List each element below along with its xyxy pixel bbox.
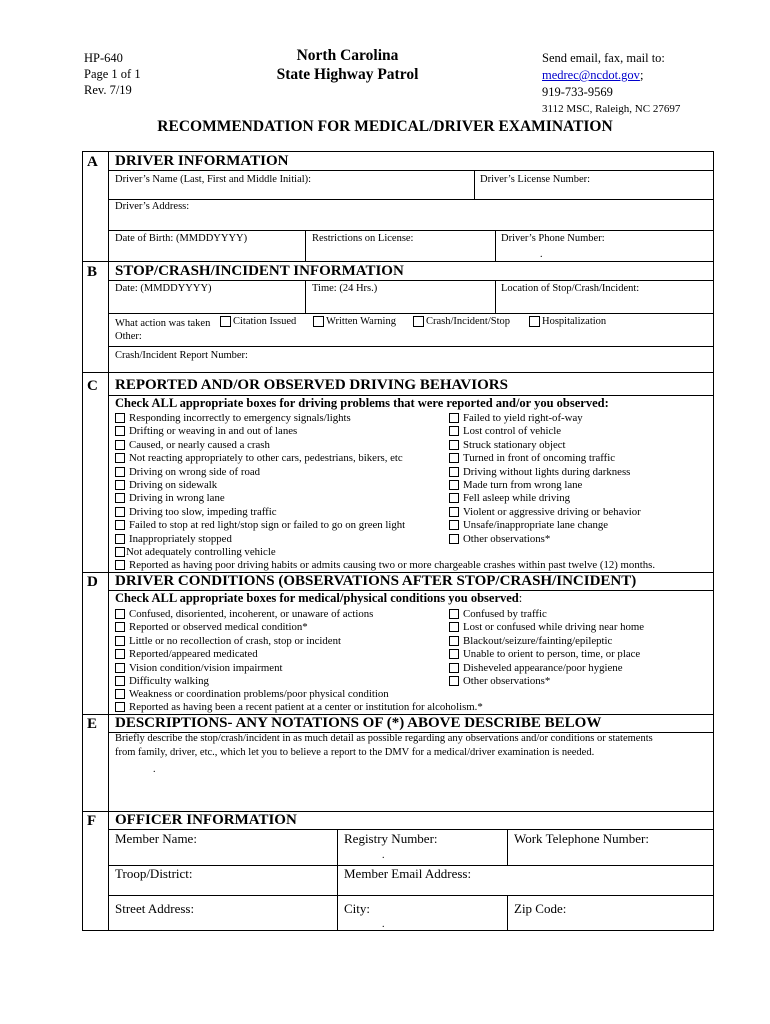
behavior-right-3[interactable]: Struck stationary object [449, 439, 566, 451]
behavior-right-1[interactable]: Failed to yield right-of-way [449, 412, 583, 424]
section-d-letter: D [87, 574, 98, 590]
section-f-letter: F [87, 813, 97, 829]
checkbox[interactable] [115, 507, 125, 517]
section-f-title: OFFICER INFORMATION [115, 812, 297, 828]
stop-time-field[interactable]: Time: (24 Hrs.) [312, 283, 378, 294]
revision: Rev. 7/19 [84, 83, 132, 97]
condition-left-6[interactable]: Difficulty walking [115, 675, 209, 687]
behavior-left-7[interactable]: Driving in wrong lane [115, 492, 225, 504]
checkbox[interactable] [115, 622, 125, 632]
section-b-title: STOP/CRASH/INCIDENT INFORMATION [115, 263, 404, 279]
checkbox[interactable] [115, 413, 125, 423]
condition-right-2[interactable]: Lost or confused while driving near home [449, 621, 644, 633]
street-address-field[interactable]: Street Address: [115, 901, 195, 916]
section-e-title: DESCRIPTIONS- ANY NOTATIONS OF (*) ABOVE DESCRIBE BELOW [115, 715, 602, 731]
behavior-right-5[interactable]: Driving without lights during darkness [449, 466, 630, 478]
form-body: A DRIVER INFORMATION Driver’s Name (Last, First and Middle Initial): Driver’s License Number: Driver’s Address: Date of Birth: (MMDDYYYY) Restrictions on License: Driver’s Phone Number: . B STOP/CRASH/INCIDENT INFORMATION Date: (MMDDYYYY) Time: (24 Hrs.) Location of Stop/Crash/Incident: What action was taken Citation Issued Written Warning Crash/Incident/Stop Hospitalization Other: Crash/Incident Report Number: C REPORTED AND/OR OBSERVED DRIVING BEHAVIORS Check ALL appropriate boxes for driving problems that were reported and/or you observed: Responding incorrectly to emergency signals/lights Drifting or weaving in and out of lanes Caused, or nearly caused a crash Not reacting appropriately to other cars, pedestrians, bikers, etc Driving on wrong side of road Driving on sidewalk Driving in wrong lane Driving too slow, impeding traffic Failed to stop at red light/stop sign or failed to go on green light Inappropriately stopped Failed to yield right-of-way Lost control of vehicle Struck stationary object Turned in front of oncoming traffic Driving without lights during darkness Made turn from wrong lane Fell asleep while driving Violent or aggressive driving or behavior Unsafe/inappropriate lane change Other observations* Not adequately controlling vehicle Reported as having poor driving habits or admits causing two or more chargeable crashes within past twelve (12) months. D DRIVER CONDITIONS (OBSERVATIONS AFTER STOP/CRASH/INCIDENT) Check ALL appropriate boxes for medical/physical conditions you observed: Confused, disoriented, incoherent, or unaware of actions Reported or observed medical condition* Little or no recollection of crash, stop or incident Reported/appeared medicated Vision condition/vision impairment Difficulty walking Confused by traffic Lost or confused while driving near home Blackout/seizure/fainting/epileptic Unable to orient to person, time, or place Disheveled appearance/poor hygiene Other observations* Weakness or coordination problems/poor physical condition Reported as having been a recent patient at a center or institution for alcoholism.* E DESCRIPTIONS- ANY NOTATIONS OF (*) ABOVE DESCRIBE BELOW Briefly describe the stop/crash/incident in as much detail as possible regarding any observations and/or conditions or statements from family, driver, etc., which let you to believe a report to the DMV for a medical/driver examination is needed. . F OFFICER INFORMATION Member Name: Registry Number: . Work Telephone Number: Troop/District: Member Email Address: Street Address: City: . Zip Code: [82, 151, 714, 931]
city-field[interactable]: City: [344, 901, 371, 916]
behavior-left-10[interactable]: Inappropriately stopped [115, 533, 232, 545]
condition-right-5[interactable]: Disheveled appearance/poor hygiene [449, 662, 622, 674]
action-hospitalization[interactable]: Hospitalization [529, 316, 606, 327]
condition-left-5[interactable]: Vision condition/vision impairment [115, 662, 283, 674]
condition-right-1[interactable]: Confused by traffic [449, 608, 547, 620]
checkbox[interactable] [115, 480, 125, 490]
checkbox[interactable] [449, 467, 459, 477]
behavior-left-2[interactable]: Drifting or weaving in and out of lanes [115, 425, 297, 437]
section-d-instruction: Check ALL appropriate boxes for medical/physical conditions you observed: [115, 591, 523, 605]
condition-left-3[interactable]: Little or no recollection of crash, stop or incident [115, 635, 341, 647]
behavior-right-7[interactable]: Fell asleep while driving [449, 492, 570, 504]
checkbox[interactable] [449, 676, 459, 686]
checkbox[interactable] [529, 316, 540, 327]
behavior-right-4[interactable]: Turned in front of oncoming traffic [449, 452, 615, 464]
driver-address-field[interactable]: Driver’s Address: [115, 201, 190, 212]
dob-field[interactable]: Date of Birth: (MMDDYYYY) [115, 233, 248, 244]
condition-right-3[interactable]: Blackout/seizure/fainting/epileptic [449, 635, 612, 647]
behavior-right-8[interactable]: Violent or aggressive driving or behavior [449, 506, 641, 518]
mail-address: 3112 MSC, Raleigh, NC 27697 [542, 103, 681, 115]
troop-district-field[interactable]: Troop/District: [115, 866, 193, 881]
checkbox[interactable] [220, 316, 231, 327]
checkbox[interactable] [449, 453, 459, 463]
checkbox[interactable] [449, 622, 459, 632]
checkbox[interactable] [115, 560, 125, 570]
section-c-title: REPORTED AND/OR OBSERVED DRIVING BEHAVIORS [115, 377, 508, 393]
description-instruction-2: from family, driver, etc., which let you to believe a report to the DMV for a medical/driver examination is needed. [115, 747, 595, 758]
form-identifier [84, 50, 141, 98]
checkbox[interactable] [449, 493, 459, 503]
action-crash-stop[interactable]: Crash/Incident/Stop [413, 316, 510, 327]
condition-left-1[interactable]: Confused, disoriented, incoherent, or unaware of actions [115, 608, 373, 620]
registry-number-field[interactable]: Registry Number: [344, 831, 438, 846]
condition-right-6[interactable]: Other observations* [449, 675, 550, 687]
member-email-field[interactable]: Member Email Address: [344, 866, 472, 881]
checkbox[interactable] [449, 426, 459, 436]
checkbox[interactable] [115, 426, 125, 436]
page-number: Page 1 of 1 [84, 67, 141, 81]
checkbox[interactable] [115, 493, 125, 503]
checkbox[interactable] [115, 547, 125, 557]
work-phone-field[interactable]: Work Telephone Number: [514, 831, 649, 846]
section-a-letter: A [87, 154, 98, 170]
driver-name-field[interactable]: Driver’s Name (Last, First and Middle Initial): [115, 174, 312, 185]
contact-info [542, 50, 680, 118]
behavior-right-10[interactable]: Other observations* [449, 533, 550, 545]
member-name-field[interactable]: Member Name: [115, 831, 197, 846]
checkbox[interactable] [115, 453, 125, 463]
org-line2: State Highway Patrol [276, 66, 419, 83]
condition-alcoholism[interactable]: Reported as having been a recent patient at a center or institution for alcoholism.* [115, 701, 483, 713]
checkbox[interactable] [449, 507, 459, 517]
org-line1: North Carolina [296, 47, 399, 64]
checkbox[interactable] [115, 534, 125, 544]
section-c-letter: C [87, 378, 98, 394]
section-e-letter: E [87, 716, 98, 732]
behavior-left-9[interactable]: Failed to stop at red light/stop sign or failed to go on green light [115, 519, 405, 531]
behavior-right-2[interactable]: Lost control of vehicle [449, 425, 561, 437]
checkbox[interactable] [449, 520, 459, 530]
condition-right-4[interactable]: Unable to orient to person, time, or place [449, 648, 640, 660]
form-number: HP-640 [84, 51, 123, 65]
checkbox[interactable] [115, 689, 125, 699]
section-d-title: DRIVER CONDITIONS (OBSERVATIONS AFTER STOP/CRASH/INCIDENT) [115, 573, 637, 589]
condition-left-2[interactable]: Reported or observed medical condition* [115, 621, 308, 633]
behavior-left-3[interactable]: Caused, or nearly caused a crash [115, 439, 270, 451]
behavior-left-1[interactable]: Responding incorrectly to emergency signals/lights [115, 412, 351, 424]
behavior-left-6[interactable]: Driving on sidewalk [115, 479, 217, 491]
checkbox[interactable] [115, 636, 125, 646]
checkbox[interactable] [449, 413, 459, 423]
section-b-letter: B [87, 264, 98, 280]
action-other-field[interactable]: Other: [115, 331, 142, 342]
report-number-field[interactable]: Crash/Incident Report Number: [115, 350, 248, 361]
restrictions-field[interactable]: Restrictions on License: [312, 233, 414, 244]
checkbox[interactable] [449, 649, 459, 659]
checkbox[interactable] [115, 609, 125, 619]
organization [250, 46, 445, 84]
stop-date-field[interactable]: Date: (MMDDYYYY) [115, 283, 212, 294]
checkbox[interactable] [449, 609, 459, 619]
behavior-right-9[interactable]: Unsafe/inappropriate lane change [449, 519, 608, 531]
description-instruction-1: Briefly describe the stop/crash/incident in as much detail as possible regarding any observations and/or conditions or statements [115, 733, 653, 744]
email-suffix: ; [639, 68, 644, 82]
stop-location-field[interactable]: Location of Stop/Crash/Incident: [501, 283, 640, 294]
zip-code-field[interactable]: Zip Code: [514, 901, 567, 916]
section-a-title: DRIVER INFORMATION [115, 153, 289, 169]
behavior-poor-habits[interactable]: Reported as having poor driving habits or admits causing two or more chargeable crashes within past twelve (12) months. [115, 559, 655, 571]
document-title: RECOMMENDATION FOR MEDICAL/DRIVER EXAMINATION [157, 118, 613, 135]
driver-phone-field[interactable]: Driver’s Phone Number: [501, 233, 605, 244]
checkbox[interactable] [449, 480, 459, 490]
action-warning[interactable]: Written Warning [313, 316, 396, 327]
behavior-left-4[interactable]: Not reacting appropriately to other cars, pedestrians, bikers, etc [115, 452, 403, 464]
condition-left-4[interactable]: Reported/appeared medicated [115, 648, 258, 660]
checkbox[interactable] [449, 440, 459, 450]
checkbox[interactable] [115, 467, 125, 477]
checkbox[interactable] [115, 649, 125, 659]
behavior-left-5[interactable]: Driving on wrong side of road [115, 466, 260, 478]
fax-number: 919-733-9569 [542, 85, 613, 99]
checkbox[interactable] [115, 663, 125, 673]
description-textarea[interactable] [115, 764, 705, 808]
checkbox[interactable] [115, 676, 125, 686]
condition-weakness[interactable]: Weakness or coordination problems/poor physical condition [115, 688, 389, 700]
checkbox[interactable] [115, 440, 125, 450]
behavior-right-6[interactable]: Made turn from wrong lane [449, 479, 582, 491]
checkbox[interactable] [449, 636, 459, 646]
checkbox[interactable] [413, 316, 424, 327]
checkbox[interactable] [449, 534, 459, 544]
behavior-not-controlling[interactable]: Not adequately controlling vehicle [115, 546, 276, 558]
checkbox[interactable] [115, 702, 125, 712]
action-taken-label: What action was taken [115, 318, 211, 329]
section-c-instruction: Check ALL appropriate boxes for driving problems that were reported and/or you observed: [115, 396, 609, 410]
action-citation[interactable]: Citation Issued [220, 316, 296, 327]
driver-license-field[interactable]: Driver’s License Number: [480, 174, 591, 185]
behavior-left-8[interactable]: Driving too slow, impeding traffic [115, 506, 277, 518]
checkbox[interactable] [115, 520, 125, 530]
checkbox[interactable] [313, 316, 324, 327]
checkbox[interactable] [449, 663, 459, 673]
send-to: Send email, fax, mail to: [542, 51, 665, 65]
email-link[interactable]: medrec@ncdot.gov [542, 68, 640, 82]
